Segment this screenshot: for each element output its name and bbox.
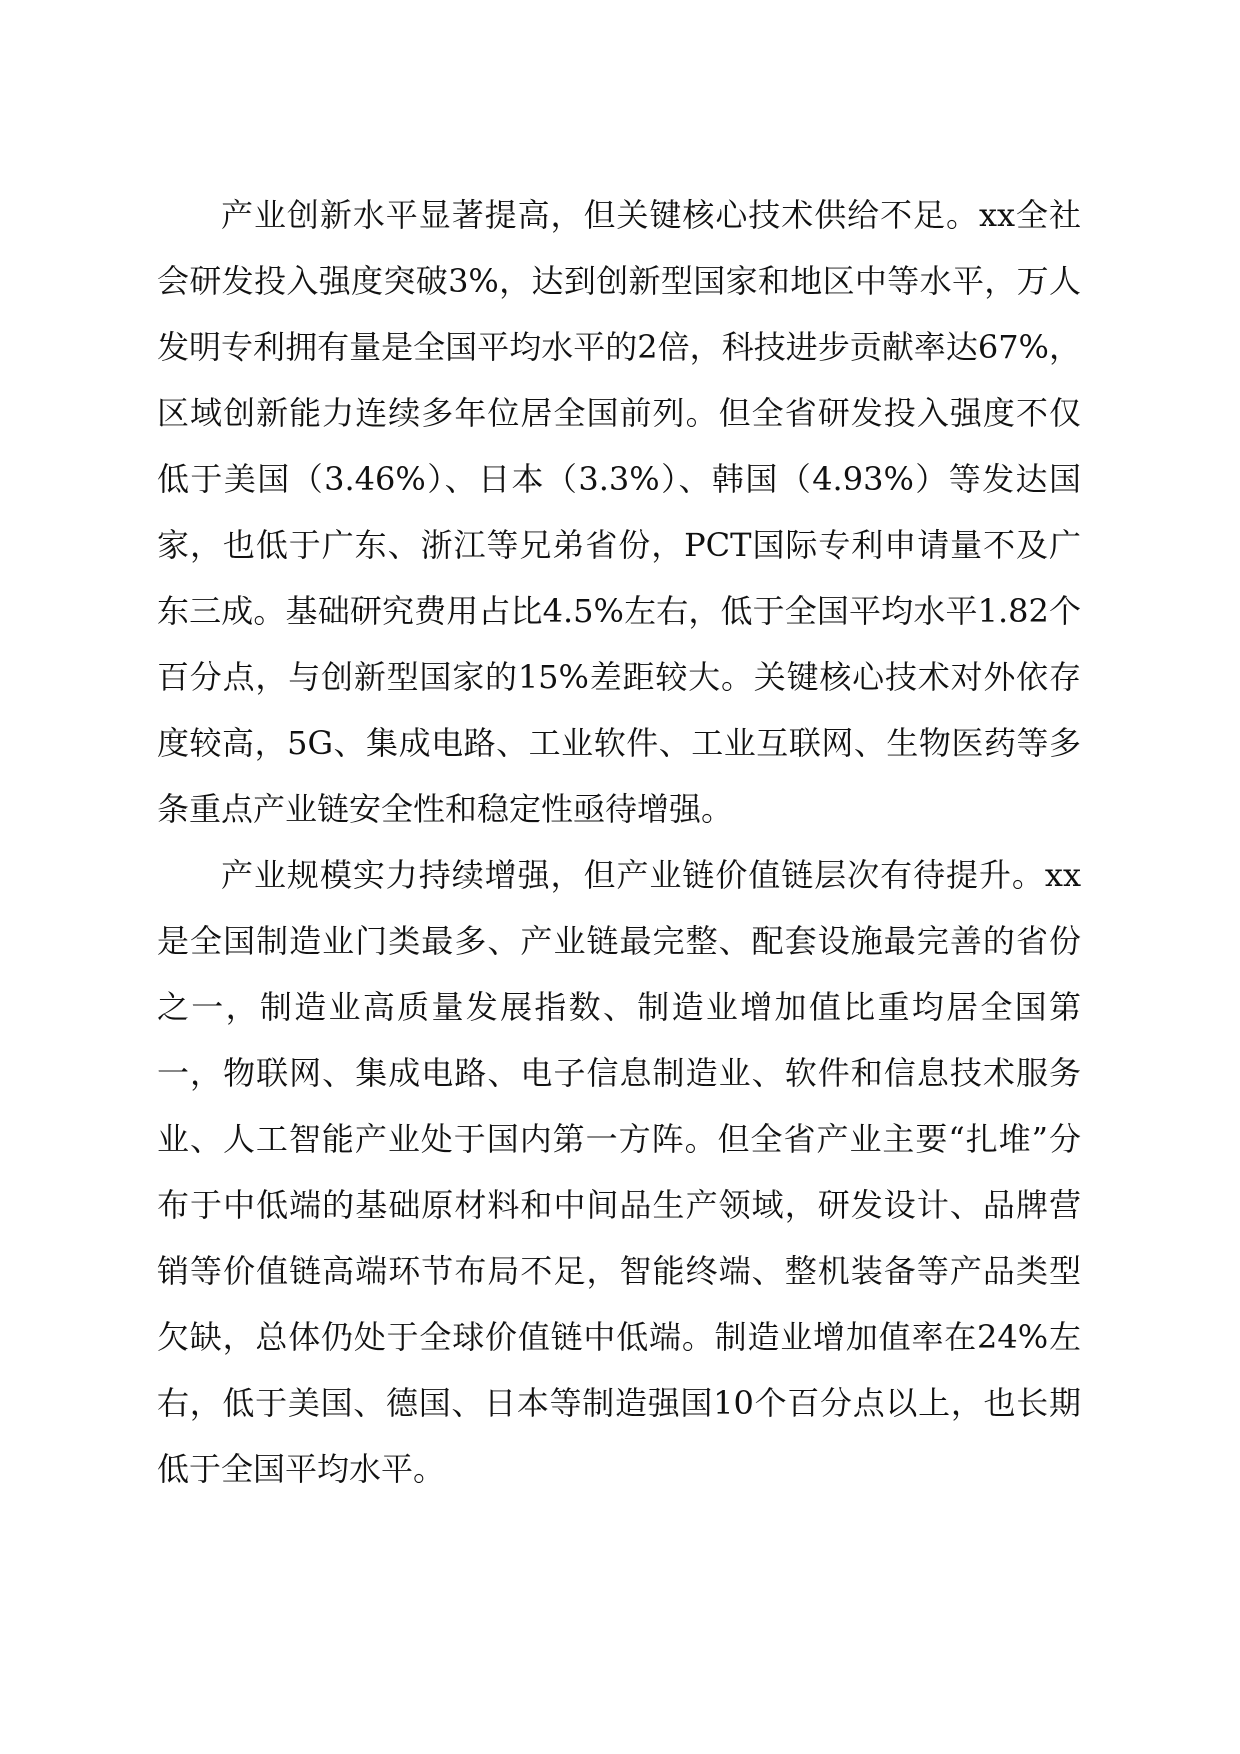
document-body — [157, 182, 1081, 1502]
paragraph-innovation: 产业创新水平显著提高，但关键核心技术供给不足。xx全社会研发投入强度突破3%，达到创新型国家和地区中等水平，万人发明专利拥有量是全国平均水平的2倍，科技进步贡献率达67%，区域创新能力连续多年位居全国前列。但全省研发投入强度不仅低于美国（3.46%）、日本（3.3%）、韩国（4.93%）等发达国家，也低于广东、浙江等兄弟省份，PCT国际专利申请量不及广东三成。基础研究费用占比4.5%左右，低于全国平均水平1.82个百分点，与创新型国家的15%差距较大。关键核心技术对外依存度较高，5G、集成电路、工业软件、工业互联网、生物医药等多条重点产业链安全性和稳定性亟待增强。 — [157, 196, 1081, 828]
paragraph-industry-scale: 产业规模实力持续增强，但产业链价值链层次有待提升。xx是全国制造业门类最多、产业链最完整、配套设施最完善的省份之一，制造业高质量发展指数、制造业增加值比重均居全国第一，物联网、集成电路、电子信息制造业、软件和信息技术服务业、人工智能产业处于国内第一方阵。但全省产业主要“扎堆”分布于中低端的基础原材料和中间品生产领域，研发设计、品牌营销等价值链高端环节布局不足，智能终端、整机装备等产品类型欠缺，总体仍处于全球价值链中低端。制造业增加值率在24%左右，低于美国、德国、日本等制造强国10个百分点以上，也长期低于全国平均水平。 — [157, 856, 1081, 1488]
